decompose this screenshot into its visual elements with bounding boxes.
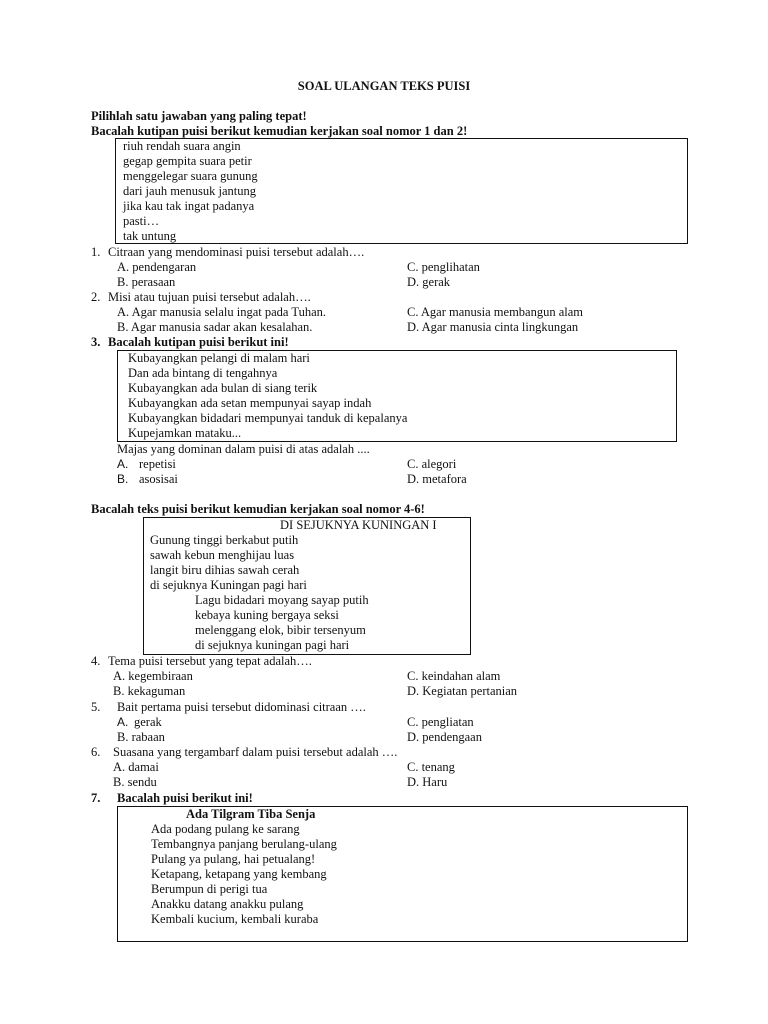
poem-7-line: Berumpun di perigi tua [151,882,268,896]
poem-2-box [143,517,471,655]
question-2-option-a: A. Agar manusia selalu ingat pada Tuhan. [117,305,326,319]
poem-3-line: Kubayangkan ada setan mempunyai sayap indah [128,396,372,410]
poem-2-line: Lagu bidadari moyang sayap putih [195,593,369,607]
instruction-read-poem-2: Bacalah teks puisi berikut kemudian kerjakan soal nomor 4-6! [91,502,425,516]
question-2-number: 2. [91,290,101,304]
poem-1-box [115,138,688,244]
instruction-read-poem-1: Bacalah kutipan puisi berikut kemudian kerjakan soal nomor 1 dan 2! [91,124,468,138]
question-4-number: 4. [91,654,101,668]
question-5-option-a-letter: A. [117,715,129,729]
poem-1-line: dari jauh menusuk jantung [123,184,256,198]
question-5-number: 5. [91,700,101,714]
poem-7-line: Ketapang, ketapang yang kembang [151,867,327,881]
poem-1-line: jika kau tak ingat padanya [123,199,255,213]
poem-3-line: Dan ada bintang di tengahnya [128,366,278,380]
question-5-option-c: C. pengliatan [407,715,474,729]
poem-2-title: DI SEJUKNYA KUNINGAN I [280,518,437,532]
question-2-text: Misi atau tujuan puisi tersebut adalah…. [108,290,311,304]
poem-2-line: melenggang elok, bibir tersenyum [195,623,366,637]
question-3-option-b-letter: B. [117,472,129,486]
poem-2-line: kebaya kuning bergaya seksi [195,608,339,622]
poem-1-line: menggelegar suara gunung [123,169,258,183]
question-3-option-c: C. alegori [407,457,457,471]
question-1-option-c: C. penglihatan [407,260,480,274]
question-6-text: Suasana yang tergambarf dalam puisi tersebut adalah …. [113,745,398,759]
poem-3-line: Kubayangkan ada bulan di siang terik [128,381,318,395]
poem-2-line: di sejuknya kuningan pagi hari [195,638,350,652]
poem-7-line: Anakku datang anakku pulang [151,897,304,911]
question-2-option-d: D. Agar manusia cinta lingkungan [407,320,579,334]
question-1-option-b: B. perasaan [117,275,176,289]
poem-2-line: langit biru dihias sawah cerah [150,563,300,577]
question-5-text: Bait pertama puisi tersebut didominasi citraan …. [117,700,366,714]
question-6-option-b: B. sendu [113,775,157,789]
question-4-option-b: B. kekaguman [113,684,186,698]
question-4-option-a: A. kegembiraan [113,669,193,683]
question-5-option-a: gerak [134,715,162,729]
question-3-text: Bacalah kutipan puisi berikut ini! [108,335,289,349]
poem-1-line: tak untung [123,229,177,243]
question-1-text: Citraan yang mendominasi puisi tersebut adalah…. [108,245,365,259]
poem-1-line: gegap gempita suara petir [123,154,252,168]
poem-2-line: sawah kebun menghijau luas [150,548,295,562]
question-3-option-d: D. metafora [407,472,467,486]
question-2-option-c: C. Agar manusia membangun alam [407,305,584,319]
question-3-option-a: repetisi [139,457,176,471]
question-4-option-d: D. Kegiatan pertanian [407,684,518,698]
instruction-choose: Pilihlah satu jawaban yang paling tepat! [91,109,307,123]
question-5-option-b: B. rabaan [117,730,165,744]
question-5-option-d: D. pendengaan [407,730,482,744]
question-3-number: 3. [91,335,101,349]
poem-1-line: riuh rendah suara angin [123,139,241,153]
poem-7-line: Ada podang pulang ke sarang [151,822,300,836]
poem-7-title: Ada Tilgram Tiba Senja [186,807,316,821]
poem-7-line: Pulang ya pulang, hai petualang! [151,852,316,866]
poem-3-line: Kubayangkan bidadari mempunyai tanduk di kepalanya [128,411,408,425]
question-7-text: Bacalah puisi berikut ini! [117,791,253,805]
poem-7-box [117,806,688,942]
poem-7-line: Kembali kucium, kembali kuraba [151,912,319,926]
question-4-text: Tema puisi tersebut yang tepat adalah…. [108,654,312,668]
poem-2-line: Gunung tinggi berkabut putih [150,533,299,547]
poem-2-line: di sejuknya Kuningan pagi hari [150,578,307,592]
poem-3-box [117,350,677,442]
question-6-option-d: D. Haru [407,775,448,789]
question-2-option-b: B. Agar manusia sadar akan kesalahan. [117,320,313,334]
question-6-number: 6. [91,745,101,759]
question-1-option-a: A. pendengaran [117,260,197,274]
question-1-option-d: D. gerak [407,275,451,289]
question-3-option-b: asosisai [139,472,178,486]
question-3-option-a-letter: A. [117,457,129,471]
poem-3-line: Kubayangkan pelangi di malam hari [128,351,310,365]
poem-3-line: Kupejamkan mataku... [128,426,242,440]
question-4-option-c: C. keindahan alam [407,669,501,683]
question-6-option-a: A. damai [113,760,159,774]
poem-1-line: pasti… [123,214,160,228]
question-7-number: 7. [91,791,101,805]
question-3-prompt: Majas yang dominan dalam puisi di atas adalah .... [117,442,370,456]
question-6-option-c: C. tenang [407,760,455,774]
question-1-number: 1. [91,245,101,259]
page-title: SOAL ULANGAN TEKS PUISI [297,79,471,93]
poem-7-line: Tembangnya panjang berulang-ulang [151,837,337,851]
